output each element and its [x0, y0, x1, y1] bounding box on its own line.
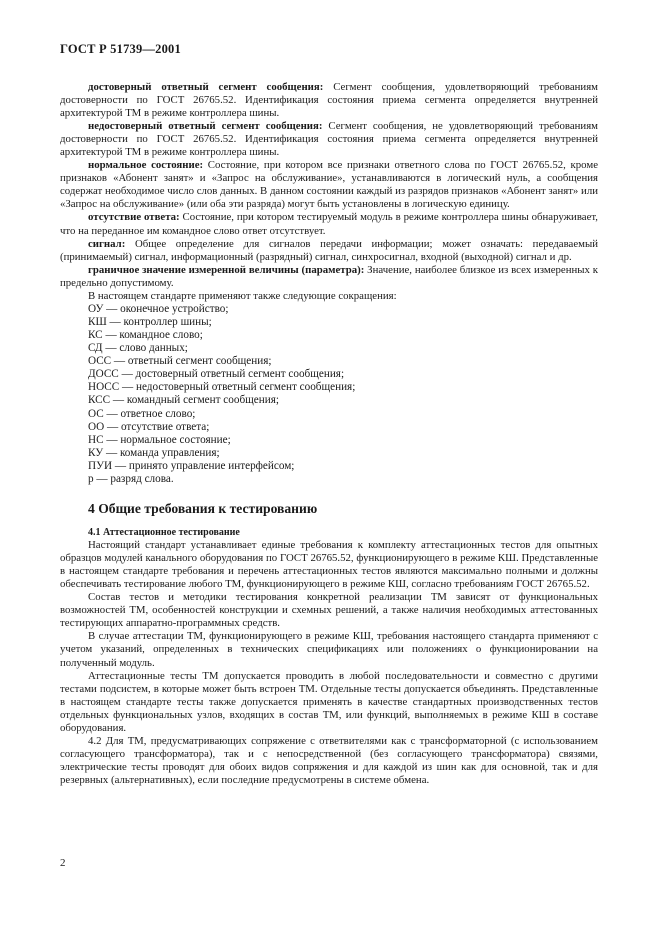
- definition-term: отсутствие ответа:: [88, 211, 180, 224]
- abbreviation-item: ПУИ — принято управление интерфейсом;: [88, 459, 295, 472]
- definition-term: сигнал:: [88, 237, 126, 250]
- abbreviation-item: НС — нормальное состояние;: [88, 433, 231, 446]
- definition-text: Сегмент сообщения, не удовлетворяющий требованиям достоверности по ГОСТ 26765.52. Идентификация состояния приема сегмента определяется внутренней архитектурой ТМ в режиме контроллера шины.: [60, 120, 598, 159]
- section-title: 4 Общие требования к тестированию: [88, 501, 318, 517]
- paragraph-1: Настоящий стандарт устанавливает единые требования к комплекту аттестационных тестов для опытных образцов модулей канального оборудования по ГОСТ 26765.52, функционирующего в режиме КШ. Представленные в настоящем стандарте требования и перечень аттестационных тестов являются максимально полными и должны обеспечивать тестирование любого ТМ, функционирующего в режиме КШ, согласно требованиям ГОСТ 26765.52.: [60, 539, 598, 591]
- paragraph-4: Аттестационные тесты ТМ допускается проводить в любой последовательности и совместно с другими тестами подсистем, в которые может быть встроен ТМ. Отдельные тесты допускается объединять. Представленные в настоящем стандарте тесты также допускается применять в качестве стандартных производственных тестов отдельных функциональных узлов, входящих в состав ТМ, или функций, выполняемых в режиме КШ в составе оборудования.: [60, 669, 598, 734]
- abbreviation-item: ОУ — оконечное устройство;: [88, 302, 229, 315]
- abbreviation-item: р — разряд слова.: [88, 473, 174, 486]
- definition-text: Состояние, при котором все признаки ответного слова по ГОСТ 26765.52, кроме признаков «Абонент занят» и «Запрос на обслуживание», устанавливаются в логический нуль, а сообщения содержат необходимое число слов данных. В данном состоянии каждый из разрядов признаков «Абонент занят» или «Запрос на обслуживание» (или оба эти разряда) могут быть установлены в логическую единицу.: [60, 159, 599, 211]
- definition-term: достоверный ответный сегмент сообщения:: [88, 81, 324, 93]
- definition-text: Общее определение для сигналов передачи информации; может означать: передаваемый (принимаемый) сигнал, информационный (разрядный) сигнал, синхросигнал, входной (выходной) сигнал и др.: [60, 237, 598, 263]
- definition-5: [60, 238, 598, 264]
- definition-6: [60, 264, 598, 290]
- paragraph-3: В случае аттестации ТМ, функционирующего в режиме КШ, требования настоящего стандарта применяют с учетом указаний, определенных в технических спецификациях или положениях о функционировании на полученный модуль.: [60, 630, 598, 669]
- definition-term: недостоверный ответный сегмент сообщения:: [88, 120, 323, 133]
- definition-2: [60, 120, 598, 159]
- definition-term: граничное значение измеренной величины (параметра):: [88, 263, 365, 276]
- abbreviation-item: ДОСС — достоверный ответный сегмент сообщения;: [88, 368, 345, 381]
- definition-text: Значение, наиболее близкое из всех измеренных к предельно допустимому.: [60, 263, 598, 289]
- definition-4: [60, 211, 598, 237]
- page-number: 2: [60, 857, 66, 869]
- subsection-title: 4.1 Аттестационное тестирование: [88, 527, 240, 539]
- abbreviation-item: КШ — контроллер шины;: [88, 315, 212, 328]
- abbreviation-item: НОСС — недостоверный ответный сегмент сообщения;: [88, 381, 356, 394]
- definition-text: Состояние, при котором тестируемый модуль в режиме контроллера шины обнаруживает, что на переданное им командное слово ответ отсутствует.: [60, 211, 598, 237]
- paragraph-2: Состав тестов и методики тестирования конкретной реализации ТМ зависят от функциональных возможностей ТМ, особенностей конструкции и схемных решений, а также наличия необходимых аттестованных тестирующих аппаратно-программных средств.: [60, 591, 598, 630]
- abbreviation-item: ОО — отсутствие ответа;: [88, 420, 210, 433]
- page-body: [60, 81, 598, 787]
- abbreviation-item: ОС — ответное слово;: [88, 407, 196, 420]
- definition-3: [60, 159, 598, 211]
- definition-term: нормальное состояние:: [88, 159, 204, 172]
- definition-text: Сегмент сообщения, удовлетворяющий требованиям достоверности по ГОСТ 26765.52. Идентификация состояния приема сегмента определяется внутренней архитектурой ТМ в режиме контроллера шины.: [60, 81, 598, 120]
- abbreviations-list: [60, 303, 598, 486]
- abbreviation-item: КСС — командный сегмент сообщения;: [88, 394, 279, 407]
- abbreviation-item: КС — командное слово;: [88, 328, 203, 341]
- abbreviation-item: ОСС — ответный сегмент сообщения;: [88, 355, 272, 368]
- abbreviations-intro: В настоящем стандарте применяют также следующие сокращения:: [88, 289, 397, 302]
- abbreviation-item: СД — слово данных;: [88, 342, 188, 355]
- abbreviation-item: КУ — команда управления;: [88, 446, 220, 459]
- page-header: ГОСТ Р 51739—2001: [60, 42, 181, 56]
- paragraph-5: 4.2 Для ТМ, предусматривающих сопряжение с ответвителями как с трансформаторной (с использованием согласующего трансформатора), так и с непосредственной (без согласующего трансформатора) связями, электрические тесты проводят для обоих видов сопряжения и для каждой из шин как для основной, так и для резервных (альтернативных), если последние предусмотрены в системе обмена.: [60, 734, 598, 786]
- definition-1: [60, 81, 598, 120]
